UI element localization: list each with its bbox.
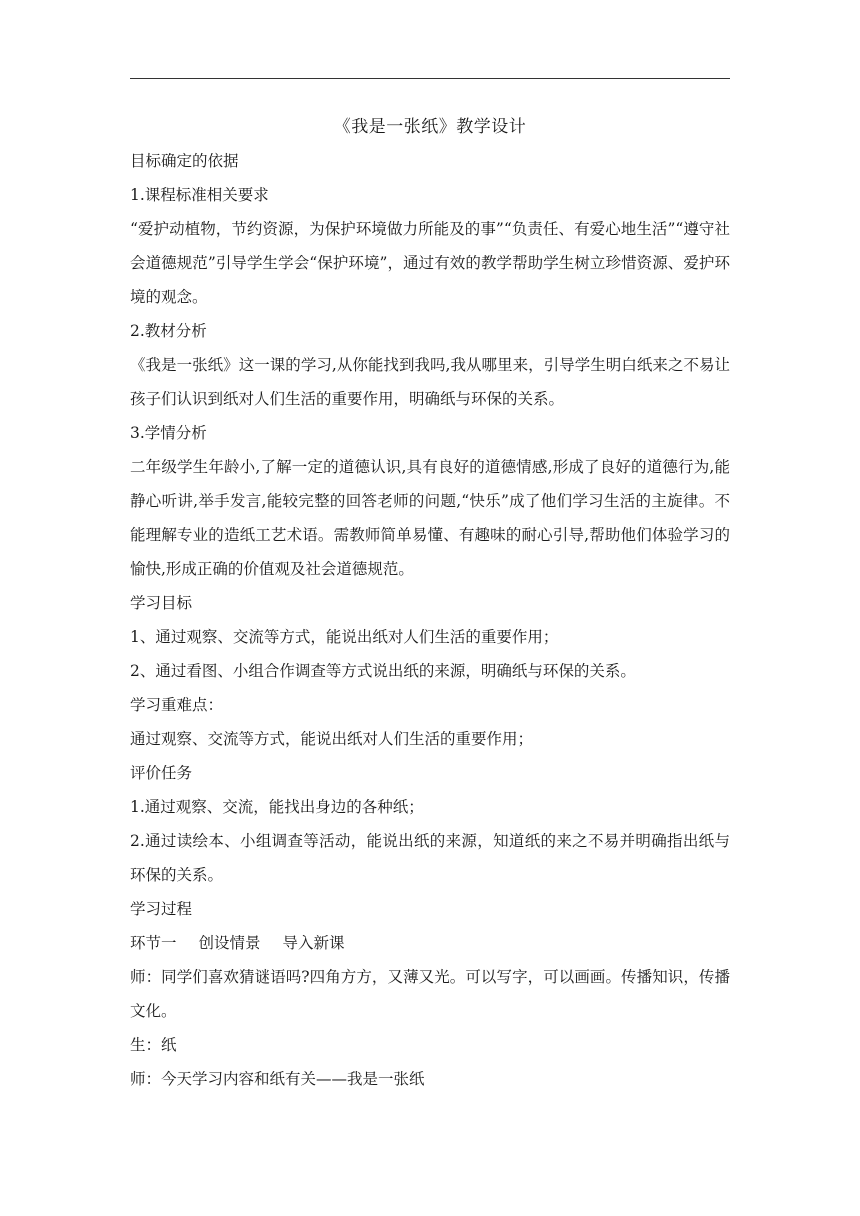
assessment-heading: 评价任务 bbox=[130, 764, 193, 782]
curriculum-text: “爱护动植物，节约资源，为保护环境做力所能及的事”“负责任、有爱心地生活”“遵守社会道德规范”引导学生学会“保护环境”，通过有效的教学帮助学生树立珍惜资源、爱护环境的观念。 bbox=[130, 220, 730, 306]
step-1-part-a: 创设情景 bbox=[198, 934, 261, 952]
textbook-heading: 2.教材分析 bbox=[130, 322, 207, 340]
header-rule bbox=[130, 78, 730, 79]
document-body bbox=[130, 114, 730, 1096]
keypoint-text: 通过观察、交流等方式，能说出纸对人们生活的重要作用； bbox=[130, 730, 534, 748]
step-1-label: 环节一 bbox=[130, 934, 177, 952]
goal-item-1: 1、通过观察、交流等方式，能说出纸对人们生活的重要作用； bbox=[130, 628, 559, 646]
assessment-item-1: 1.通过观察、交流，能找出身边的各种纸； bbox=[130, 798, 424, 816]
curriculum-heading: 1.课程标准相关要求 bbox=[130, 186, 269, 204]
student-line: 生：纸 bbox=[130, 1036, 177, 1054]
keypoints-heading: 学习重难点： bbox=[130, 696, 224, 714]
goals-heading: 学习目标 bbox=[130, 594, 193, 612]
teacher-line-2: 师：今天学习内容和纸有关——我是一张纸 bbox=[130, 1070, 425, 1088]
learner-heading: 3.学情分析 bbox=[130, 424, 207, 442]
goal-item-2: 2、通过看图、小组合作调查等方式说出纸的来源，明确纸与环保的关系。 bbox=[130, 662, 636, 680]
assessment-item-2: 2.通过读绘本、小组调查等活动，能说出纸的来源，知道纸的来之不易并明确指出纸与环保的关系。 bbox=[130, 832, 730, 884]
learner-text: 二年级学生年龄小,了解一定的道德认识,具有良好的道德情感,形成了良好的道德行为,能静心听讲,举手发言,能较完整的回答老师的问题,“快乐”成了他们学习生活的主旋律。不能理解专业的造纸工艺术语。需教师简单易懂、有趣味的耐心引导,帮助他们体验学习的愉快,形成正确的价值观及社会道德规范。 bbox=[130, 458, 730, 578]
document-title: 《我是一张纸》教学设计 bbox=[333, 117, 527, 137]
step-1-heading bbox=[130, 926, 730, 960]
basis-heading: 目标确定的依据 bbox=[130, 152, 239, 170]
process-heading: 学习过程 bbox=[130, 900, 193, 918]
step-1-part-b: 导入新课 bbox=[282, 934, 345, 952]
teacher-line-1: 师：同学们喜欢猜谜语吗?四角方方，又薄又光。可以写字，可以画画。传播知识，传播文化。 bbox=[130, 968, 730, 1020]
textbook-text: 《我是一张纸》这一课的学习,从你能找到我吗,我从哪里来，引导学生明白纸来之不易让孩子们认识到纸对人们生活的重要作用，明确纸与环保的关系。 bbox=[130, 356, 730, 408]
